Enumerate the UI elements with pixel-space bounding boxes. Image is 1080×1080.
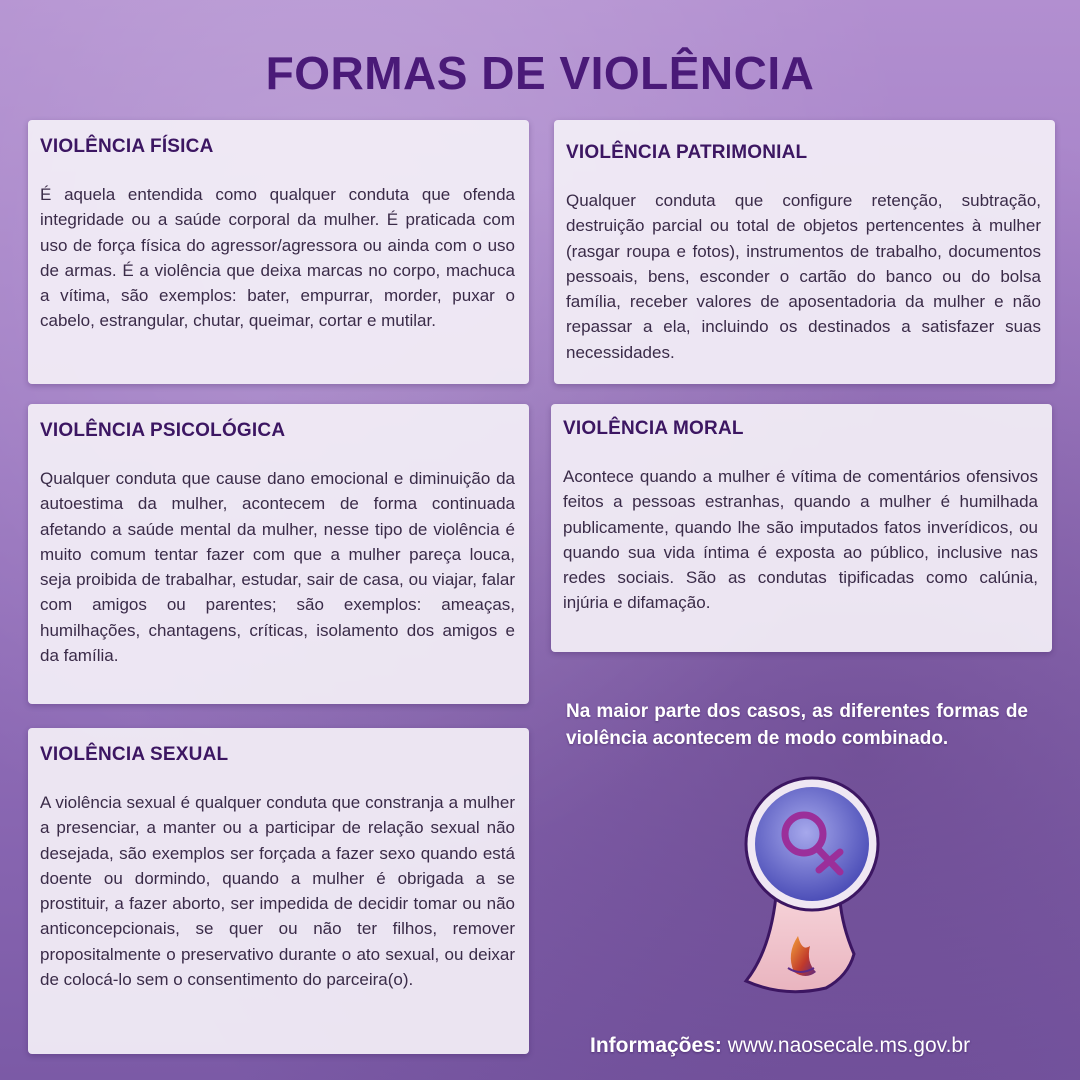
female-symbol-head-icon (736, 776, 886, 1016)
page-title: FORMAS DE VIOLÊNCIA (265, 47, 815, 99)
card-violencia-fisica (28, 120, 529, 384)
card-body: Qualquer conduta que cause dano emocional e diminuição da autoestima da mulher, acontecem de forma continuada afetando a saúde mental da mulher, nesse tipo de violência é muito comum tentar fazer com que a mulher pareça louca, seja proibida de trabalhar, estudar, sair de casa, ou viajar, falar com amigos ou parentes; são exemplos: ameaças, humilhações, chantagens, críticas, isolamento dos amigos e da família. (40, 469, 515, 666)
card-violencia-psicologica (28, 404, 529, 704)
card-violencia-sexual (28, 728, 529, 1054)
card-heading: VIOLÊNCIA SEXUAL (40, 744, 229, 765)
card-violencia-patrimonial (554, 120, 1055, 384)
footer-label: Informações: (590, 1034, 722, 1057)
card-heading: VIOLÊNCIA PATRIMONIAL (566, 142, 808, 163)
footer-url[interactable]: www.naosecale.ms.gov.br (727, 1034, 971, 1057)
card-body: A violência sexual é qualquer conduta que constranja a mulher a presenciar, a manter ou a participar de relação sexual não desejada, são exemplos ser forçada a fazer sexo quando está doente ou dormindo, quando a mulher é obrigada a se prostituir, a fazer aborto, ser impedida de decidir tomar ou não anticoncepcionais, se quer ou não ter filhos, remover propositalmente o preservativo durante o ato sexual, ou deixar de colocá-lo sem o consentimento do parceira(o). (40, 793, 515, 990)
card-body: Qualquer conduta que configure retenção, subtração, destruição parcial ou total de objetos pertencentes à mulher (rasgar roupa e fotos), instrumentos de trabalho, documentos pessoais, bens, esconder o cartão do banco ou do bolsa família, receber valores de aposentadoria da mulher e não repassar a ela, incluindo os destinados a satisfazer suas necessidades. (566, 191, 1041, 362)
combined-violence-note: Na maior parte dos casos, as diferentes formas de violência acontecem de modo combinado. (566, 701, 1028, 749)
card-violencia-moral (551, 404, 1052, 652)
card-heading: VIOLÊNCIA MORAL (563, 418, 744, 439)
footer-info (590, 1034, 970, 1058)
card-body: É aquela entendida como qualquer conduta que ofenda integridade ou a saúde corporal da mulher. É praticada com uso de força física do agressor/agressora ou ainda com o uso de armas. É a violência que deixa marcas no corpo, machuca a vítima, são exemplos: bater, empurrar, morder, puxar o cabelo, estrangular, chutar, queimar, cortar e mutilar. (40, 185, 515, 331)
card-heading: VIOLÊNCIA PSICOLÓGICA (40, 420, 286, 441)
card-body: Acontece quando a mulher é vítima de comentários ofensivos feitos a pessoas estranhas, quando a mulher é humilhada publicamente, quando lhe são imputados fatos inverídicos, ou quando sua vida íntima é exposta ao público, inclusive nas redes sociais. São as condutas tipificadas como calúnia, injúria e difamação. (563, 467, 1038, 613)
card-heading: VIOLÊNCIA FÍSICA (40, 136, 214, 157)
